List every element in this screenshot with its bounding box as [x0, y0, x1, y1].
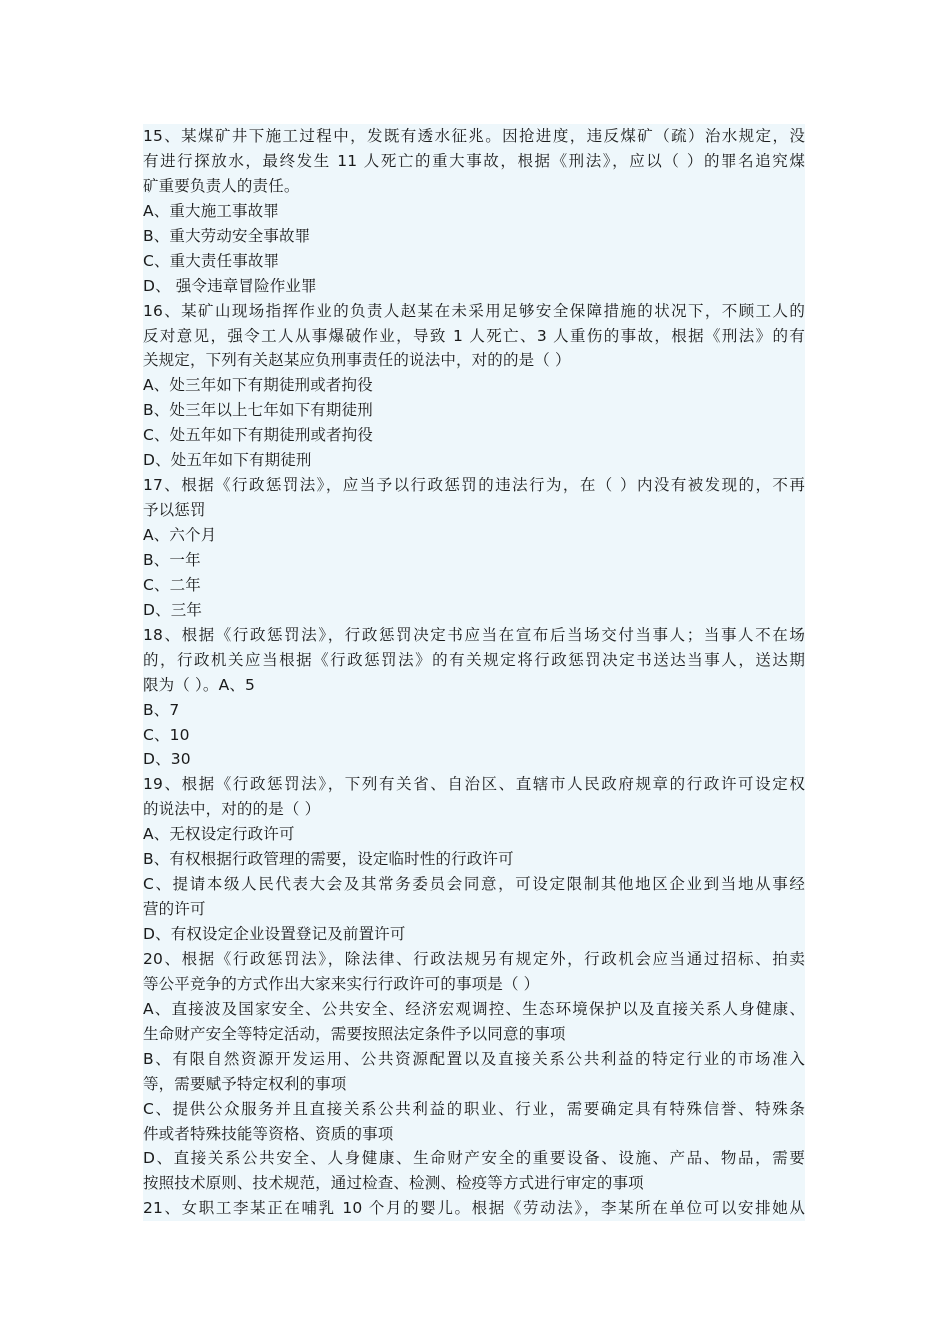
- text-line: 有进行探放水，最终发生 11 人死亡的重大事故，根据《刑法》，应以（ ）的罪名追究煤: [143, 151, 805, 170]
- text-line: 18、根据《行政惩罚法》，行政惩罚决定书应当在宣布后当场交付当事人；当事人不在场: [143, 625, 805, 644]
- text-line: C、重大责任事故罪: [143, 251, 280, 270]
- text-line: 予以惩罚: [143, 501, 206, 520]
- text-line: D、30: [143, 750, 191, 769]
- text-line: A、重大施工事故罪: [143, 201, 279, 220]
- text-line: 17、根据《行政惩罚法》，应当予以行政惩罚的违法行为，在（ ）内没有被发现的，不再: [143, 476, 805, 495]
- text-line: D、三年: [143, 600, 203, 619]
- text-line: 的说法中，对的的是（ ）: [143, 800, 321, 819]
- text-line: 营的许可: [143, 900, 206, 919]
- text-line: C、提供公众服务并且直接关系公共利益的职业、行业，需要确定具有特殊信誉、特殊条: [143, 1099, 805, 1118]
- text-line: 按照技术原则、技术规范，通过检查、检测、检疫等方式进行审定的事项: [143, 1174, 644, 1193]
- text-line: 等，需要赋予特定权利的事项: [143, 1074, 347, 1093]
- text-line: A、无权设定行政许可: [143, 825, 295, 844]
- text-line: 16、某矿山现场指挥作业的负责人赵某在未采用足够安全保障措施的状况下，不顾工人的: [143, 301, 805, 320]
- text-line: 生命财产安全等特定活动，需要按照法定条件予以同意的事项: [143, 1024, 566, 1043]
- text-line: 关规定，下列有关赵某应负刑事责任的说法中，对的的是（ ）: [143, 351, 571, 370]
- text-line: 的，行政机关应当根据《行政惩罚法》的有关规定将行政惩罚决定书送达当事人，送达期: [143, 650, 805, 669]
- text-line: D、直接关系公共安全、人身健康、生命财产安全的重要设备、设施、产品、物品，需要: [143, 1149, 805, 1168]
- text-line: C、提请本级人民代表大会及其常务委员会同意，可设定限制其他地区企业到当地从事经: [143, 875, 805, 894]
- text-line: B、重大劳动安全事故罪: [143, 226, 311, 245]
- text-line: B、一年: [143, 550, 201, 569]
- text-line: C、处五年如下有期徒刑或者拘役: [143, 426, 374, 445]
- text-line: B、处三年以上七年如下有期徒刑: [143, 401, 373, 420]
- text-line: 矿重要负责人的责任。: [143, 176, 300, 195]
- text-line: B、有限自然资源开发运用、公共资源配置以及直接关系公共利益的特定行业的市场准入: [143, 1049, 805, 1068]
- text-line: D、处五年如下有期徒刑: [143, 451, 312, 470]
- text-line: 19、根据《行政惩罚法》，下列有关省、自治区、直辖市人民政府规章的行政许可设定权: [143, 775, 805, 794]
- text-line: C、二年: [143, 575, 201, 594]
- text-line: 反对意见，强令工人从事爆破作业，导致 1 人死亡、3 人重伤的事故，根据《刑法》的有: [143, 326, 805, 345]
- text-line: 限为（ ）。A、5: [143, 675, 255, 694]
- text-line: B、有权根据行政管理的需要，设定临时性的行政许可: [143, 850, 514, 869]
- text-line: 20、根据《行政惩罚法》，除法律、行政法规另有规定外，行政机会应当通过招标、拍卖: [143, 949, 805, 968]
- text-line: D、有权设定企业设置登记及前置许可: [143, 925, 406, 943]
- text-line: D、 强令违章冒险作业罪: [143, 276, 317, 295]
- text-line: B、7: [143, 700, 180, 719]
- text-line: 15、某煤矿井下施工过程中，发既有透水征兆。因抢进度，违反煤矿（疏）治水规定，没: [143, 127, 805, 145]
- text-line: A、处三年如下有期徒刑或者拘役: [143, 376, 373, 395]
- text-line: C、10: [143, 725, 190, 744]
- text-line: 等公平竞争的方式作出大家来实行行政许可的事项是（ ）: [143, 974, 540, 993]
- text-line: 件或者特殊技能等资格、资质的事项: [143, 1124, 394, 1143]
- text-line: A、六个月: [143, 526, 217, 544]
- text-line: A、直接波及国家安全、公共安全、经济宏观调控、生态环境保护以及直接关系人身健康、: [143, 999, 805, 1018]
- text-line: 21、女职工李某正在哺乳 10 个月的婴儿。根据《劳动法》，李某所在单位可以安排她从: [143, 1199, 805, 1218]
- document-body: [143, 124, 805, 1221]
